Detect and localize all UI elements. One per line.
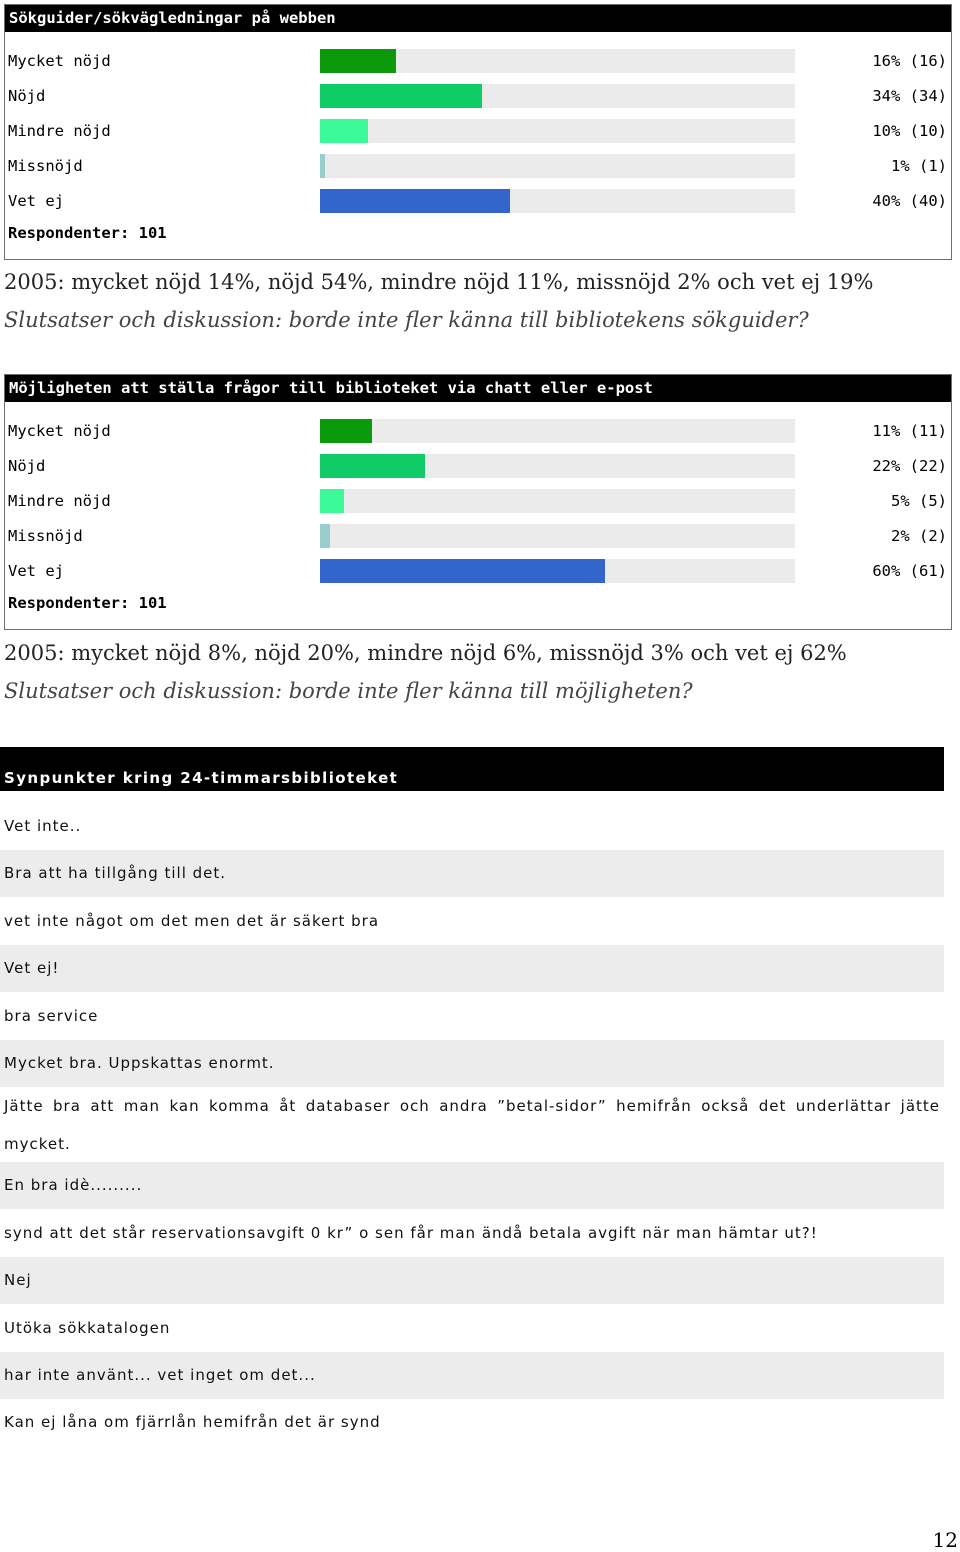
bar-fill	[320, 119, 368, 143]
comment-item: vet inte något om det men det är säkert bra	[4, 911, 380, 930]
bar-label: Mycket nöjd	[8, 422, 111, 440]
conclusion-text: Slutsatser och diskussion: borde inte fler känna till möjligheten?	[4, 679, 693, 703]
bar-label: Nöjd	[8, 457, 46, 475]
survey-chart-sokguider	[4, 4, 952, 260]
bar-row	[5, 487, 951, 515]
comment-item: Nej	[0, 1257, 944, 1304]
bar-row	[5, 452, 951, 480]
bar-fill	[320, 454, 425, 478]
bar-track	[320, 154, 795, 178]
comment-item: Jätte bra att man kan komma åt databaser och andra ”betal-sidor” hemifrån också det underlättar jätte mycket.	[4, 1097, 940, 1154]
comparison-note-2005: 2005: mycket nöjd 8%, nöjd 20%, mindre nöjd 6%, missnöjd 3% och vet ej 62%	[4, 641, 847, 665]
bar-percentage: 40% (40)	[872, 192, 947, 210]
bar-fill	[320, 154, 325, 178]
bar-track	[320, 524, 795, 548]
comment-item: Vet ej!	[0, 945, 944, 992]
bar-row	[5, 152, 951, 180]
bar-track	[320, 489, 795, 513]
bar-track	[320, 84, 795, 108]
bar-track	[320, 419, 795, 443]
bar-label: Nöjd	[8, 87, 46, 105]
bar-row	[5, 187, 951, 215]
bar-label: Missnöjd	[8, 157, 83, 175]
bar-track	[320, 454, 795, 478]
survey-title: Sökguider/sökvägledningar på webben	[5, 5, 951, 32]
bar-row	[5, 82, 951, 110]
bar-row	[5, 417, 951, 445]
bar-percentage: 10% (10)	[872, 122, 947, 140]
bar-label: Vet ej	[8, 192, 64, 210]
comment-item: Bra att ha tillgång till det.	[0, 850, 944, 897]
bar-row	[5, 522, 951, 550]
bar-percentage: 5% (5)	[891, 492, 947, 510]
bar-label: Vet ej	[8, 562, 64, 580]
bar-fill	[320, 84, 482, 108]
bar-row	[5, 557, 951, 585]
bar-label: Mycket nöjd	[8, 52, 111, 70]
bar-label: Mindre nöjd	[8, 122, 111, 140]
bar-track	[320, 559, 795, 583]
respondents-count: Respondenter: 101	[8, 594, 167, 612]
comment-item: Mycket bra. Uppskattas enormt.	[0, 1040, 944, 1087]
bar-percentage: 11% (11)	[872, 422, 947, 440]
bar-fill	[320, 489, 344, 513]
bar-fill	[320, 559, 605, 583]
comments-header: Synpunkter kring 24-timmarsbiblioteket	[0, 747, 944, 791]
comment-item: har inte använt... vet inget om det...	[0, 1352, 944, 1399]
conclusion-text: Slutsatser och diskussion: borde inte fler känna till bibliotekens sökguider?	[4, 308, 809, 332]
bar-row	[5, 117, 951, 145]
survey-chart-chatt-epost	[4, 374, 952, 630]
comment-item: bra service	[4, 1006, 99, 1025]
bar-percentage: 34% (34)	[872, 87, 947, 105]
bar-percentage: 60% (61)	[872, 562, 947, 580]
bar-percentage: 2% (2)	[891, 527, 947, 545]
comment-item: Vet inte..	[4, 817, 82, 835]
bar-fill	[320, 49, 396, 73]
bar-percentage: 16% (16)	[872, 52, 947, 70]
bar-percentage: 22% (22)	[872, 457, 947, 475]
respondents-count: Respondenter: 101	[8, 224, 167, 242]
page-number: 12	[932, 1528, 958, 1552]
bar-row	[5, 47, 951, 75]
comparison-note-2005: 2005: mycket nöjd 14%, nöjd 54%, mindre nöjd 11%, missnöjd 2% och vet ej 19%	[4, 270, 874, 294]
bar-fill	[320, 524, 330, 548]
comment-item: Kan ej låna om fjärrlån hemifrån det är synd	[4, 1413, 381, 1432]
comment-item: Utöka sökkatalogen	[4, 1318, 171, 1337]
bar-track	[320, 49, 795, 73]
bar-track	[320, 189, 795, 213]
bar-track	[320, 119, 795, 143]
comment-item: En bra idè.........	[0, 1162, 944, 1209]
bar-fill	[320, 189, 510, 213]
bar-label: Mindre nöjd	[8, 492, 111, 510]
comment-item: synd att det står reservationsavgift 0 kr” o sen får man ändå betala avgift när man hämtar ut?!	[4, 1223, 818, 1242]
survey-title: Möjligheten att ställa frågor till biblioteket via chatt eller e-post	[5, 375, 951, 402]
bar-fill	[320, 419, 372, 443]
bar-percentage: 1% (1)	[891, 157, 947, 175]
bar-label: Missnöjd	[8, 527, 83, 545]
